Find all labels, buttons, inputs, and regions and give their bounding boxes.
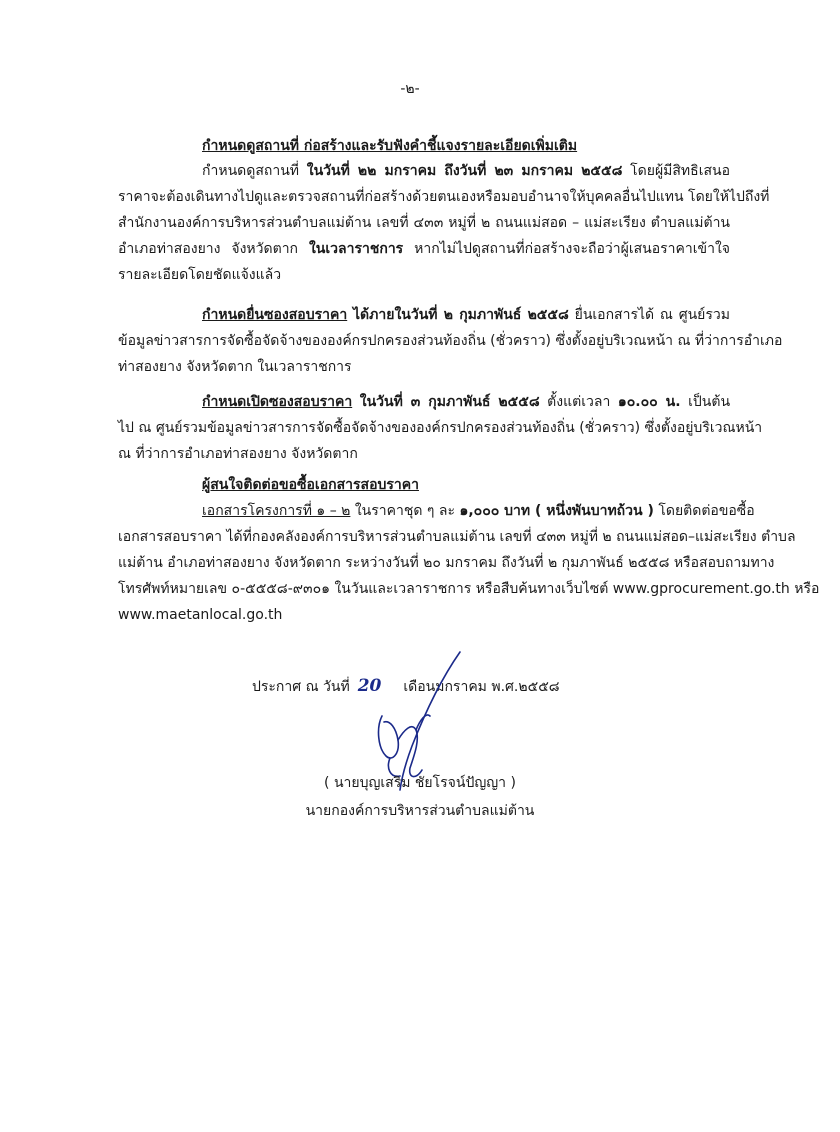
text-line: อำเภอท่าสองยาง จังหวัดตาก ในเวลาราชการ หากไม่ไปดูสถานที่ก่อสร้างจะถือว่าผู้เสนอราคาเข้าใจ: [118, 241, 731, 257]
text-line: สำนักงานองค์การบริหารส่วนตำบลแม่ต้าน เลขที่ ๔๓๓ หมู่ที่ ๒ ถนนแม่สอด – แม่สะเรียง ตำบลแม่ต้าน: [118, 215, 730, 231]
section-heading-purchase-docs: ผู้สนใจติดต่อขอซื้อเอกสารสอบราคา: [202, 477, 419, 493]
text-line: ราคาจะต้องเดินทางไปดูและตรวจสถานที่ก่อสร้างด้วยตนเองหรือมอบอำนาจให้บุคคลอื่นไปแทน โดยให้ไปถึงที่: [118, 189, 770, 205]
page-number: -๒-: [400, 81, 420, 97]
text-line: กำหนดเปิดซองสอบราคา ในวันที่ ๓ กุมภาพันธ์ ๒๕๕๘ ตั้งแต่เวลา ๑๐.๐๐ น. เป็นต้น: [202, 394, 731, 410]
text-line: ณ ที่ว่าการอำเภอท่าสองยาง จังหวัดตาก: [118, 446, 358, 462]
text-line: กำหนดดูสถานที่ ในวันที่ ๒๒ มกราคม ถึงวันที่ ๒๓ มกราคม ๒๕๕๘ โดยผู้มีสิทธิเสนอ: [202, 163, 731, 179]
text-line: ข้อมูลข่าวสารการจัดซื้อจัดจ้างขององค์กรปกครองส่วนท้องถิ่น (ชั่วคราว) ซึ่งตั้งอยู่บริเวณหน้า ณ ที่ว่าการอำเภอ: [118, 333, 783, 349]
signatory-position: นายกองค์การบริหารส่วนตำบลแม่ต้าน: [305, 803, 535, 819]
paragraph-bid-submission: [118, 302, 783, 380]
text-line: ไป ณ ศูนย์รวมข้อมูลข่าวสารการจัดซื้อจัดจ้างขององค์กรปกครองส่วนท้องถิ่น (ชั่วคราว) ซึ่งตั้งอยู่บริเวณหน้า: [118, 420, 763, 436]
section-heading-site-visit: กำหนดดูสถานที่ ก่อสร้างและรับฟังคำชี้แจงรายละเอียดเพิ่มเติม: [202, 138, 578, 154]
text-line: รายละเอียดโดยชัดแจ้งแล้ว: [118, 267, 282, 283]
handwritten-day: 20: [357, 676, 382, 696]
text-line: www.maetanlocal.go.th: [118, 607, 283, 623]
paragraph-site-visit: [118, 158, 770, 288]
text-line: โทรศัพท์หมายเลข ๐-๕๕๕๘-๙๓๐๑ ในวันและเวลาราชการ หรือสืบค้นทางเว็บไซต์ www.gprocurement.go.th หรือ: [118, 581, 820, 597]
text-line: แม่ต้าน อำเภอท่าสองยาง จังหวัดตาก ระหว่างวันที่ ๒๐ มกราคม ถึงวันที่ ๒ กุมภาพันธ์ ๒๕๕๘ หรือสอบถามทาง: [118, 555, 775, 571]
text-line: กำหนดยื่นซองสอบราคา ได้ภายในวันที่ ๒ กุมภาพันธ์ ๒๕๕๘ ยื่นเอกสารได้ ณ ศูนย์รวม: [202, 307, 730, 323]
announcement-date: ประกาศ ณ วันที่ 20 เดือนมกราคม พ.ศ.๒๕๕๘: [252, 676, 560, 696]
paragraph-bid-opening: [118, 389, 763, 467]
paragraph-purchase-docs: [118, 498, 820, 628]
text-line: เอกสารสอบราคา ได้ที่กองคลังองค์การบริหารส่วนตำบลแม่ต้าน เลขที่ ๔๓๓ หมู่ที่ ๒ ถนนแม่สอด–แม่สะเรียง ตำบล: [118, 529, 796, 545]
text-line: ท่าสองยาง จังหวัดตาก ในเวลาราชการ: [118, 359, 352, 375]
signatory-name: ( นายบุญเสริม ชัยโรจน์ปัญญา ): [324, 775, 516, 791]
text-line: เอกสารโครงการที่ ๑ – ๒ ในราคาชุด ๆ ละ ๑,๐๐๐ บาท ( หนึ่งพันบาทถ้วน ) โดยติดต่อขอซื้อ: [202, 503, 755, 519]
